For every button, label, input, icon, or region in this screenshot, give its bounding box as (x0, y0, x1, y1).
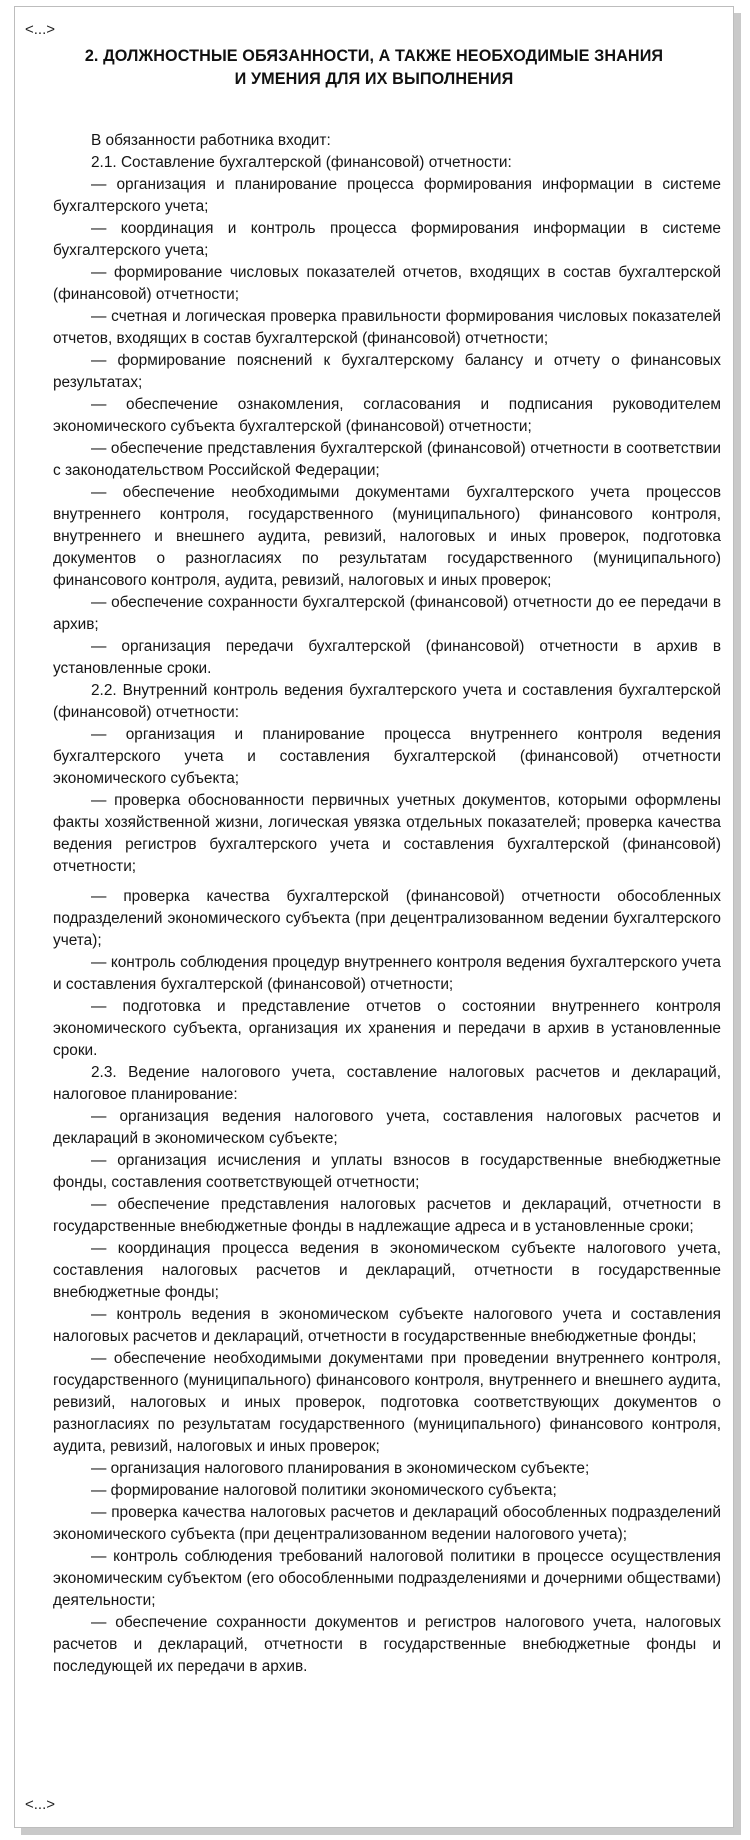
list-item: — формирование налоговой политики экономического субъекта; (91, 1482, 557, 1499)
list-item: — обеспечение сохранности бухгалтерской (финансовой) отчетности до ее передачи в архив; (53, 594, 721, 633)
list-item: — обеспечение сохранности документов и регистров налогового учета, налоговых расчетов и деклараций, отчетности в государственные внебюджетные фонды и последующей их передачи в архив. (53, 1614, 721, 1675)
list-item: — координация процесса ведения в экономическом субъекте налогового учета, составления налоговых расчетов и деклараций, отчетности в государственные внебюджетные фонды; (53, 1240, 721, 1301)
list-item: — организация и планирование процесса формирования информации в системе бухгалтерского учета; (53, 176, 721, 215)
list-item: — контроль соблюдения процедур внутреннего контроля ведения бухгалтерского учета и составления бухгалтерской (финансовой) отчетности; (53, 954, 721, 993)
list-item: — обеспечение представления налоговых расчетов и деклараций, отчетности в государственные внебюджетные фонды в надлежащие адреса и в установленные сроки; (53, 1196, 721, 1235)
document-body (53, 130, 721, 1678)
list-item: — организация ведения налогового учета, составления налоговых расчетов и деклараций в экономическом субъекте; (53, 1108, 721, 1147)
section-heading-line-1: 2. ДОЛЖНОСТНЫЕ ОБЯЗАННОСТИ, А ТАКЖЕ НЕОБХОДИМЫЕ ЗНАНИЯ (84, 47, 664, 65)
section-heading-line-2: И УМЕНИЯ ДЛЯ ИХ ВЫПОЛНЕНИЯ (234, 70, 514, 88)
list-item: — проверка качества бухгалтерской (финансовой) отчетности обособленных подразделений экономического субъекта (при децентрализованном ведении бухгалтерского учета); (53, 888, 721, 949)
list-item: — проверка качества налоговых расчетов и деклараций обособленных подразделений экономического субъекта (при децентрализованном ведении налогового учета); (53, 1504, 721, 1543)
list-item: — обеспечение необходимыми документами бухгалтерского учета процессов внутреннего контроля, государственного (муниципального) финансового контроля, внутреннего и внешнего аудита, ревизий, налоговых и иных проверок, подготовка документов о разногласиях по результатам государственного (муниципального) финансового контроля, аудита, ревизий, налоговых и иных проверок; (53, 484, 721, 589)
list-item: — проверка обоснованности первичных учетных документов, которыми оформлены факты хозяйственной жизни, логическая увязка отдельных показателей; проверка качества ведения регистров бухгалтерского учета и составления бухгалтерской (финансовой) отчетности; (53, 792, 721, 875)
list-item: — координация и контроль процесса формирования информации в системе бухгалтерского учета; (53, 220, 721, 259)
list-item: — организация исчисления и уплаты взносов в государственные внебюджетные фонды, составления соответствующей отчетности; (53, 1152, 721, 1191)
section-2-3-heading: 2.3. Ведение налогового учета, составление налоговых расчетов и деклараций, налоговое планирование: (53, 1064, 721, 1103)
list-item: — обеспечение необходимыми документами при проведении внутреннего контроля, государственного (муниципального) финансового контроля, внутреннего и внешнего аудита, ревизий, налоговых и иных проверок, подготовка соответствующих документов о разногласиях по результатам государственного (муниципального) финансового контроля, аудита, ревизий, налоговых и иных проверок; (53, 1350, 721, 1455)
list-item: — формирование пояснений к бухгалтерскому балансу и отчету о финансовых результатах; (53, 352, 721, 391)
list-item: — формирование числовых показателей отчетов, входящих в состав бухгалтерской (финансовой) отчетности; (53, 264, 721, 303)
list-item: — обеспечение ознакомления, согласования и подписания руководителем экономического субъекта бухгалтерской (финансовой) отчетности; (53, 396, 721, 435)
section-2-2-heading: 2.2. Внутренний контроль ведения бухгалтерского учета и составления бухгалтерской (финансовой) отчетности: (53, 682, 721, 721)
omission-marker-bottom: <...> (25, 1796, 56, 1813)
list-item: — счетная и логическая проверка правильности формирования числовых показателей отчетов, входящих в состав бухгалтерской (финансовой) отчетности; (53, 308, 721, 347)
list-item: — контроль ведения в экономическом субъекте налогового учета и составления налоговых расчетов и деклараций, отчетности в государственные внебюджетные фонды; (53, 1306, 721, 1345)
list-item: — обеспечение представления бухгалтерской (финансовой) отчетности в соответствии с законодательством Российской Федерации; (53, 440, 721, 479)
list-item: — организация передачи бухгалтерской (финансовой) отчетности в архив в установленные сроки. (53, 638, 721, 677)
list-item: — организация и планирование процесса внутреннего контроля ведения бухгалтерского учета и составления бухгалтерской (финансовой) отчетности экономического субъекта; (53, 726, 721, 787)
omission-marker-top: <...> (25, 21, 56, 38)
document-page (14, 6, 734, 1828)
list-item: — организация налогового планирования в экономическом субъекте; (91, 1460, 590, 1477)
section-heading (35, 45, 713, 91)
intro-paragraph: В обязанности работника входит: (91, 132, 331, 149)
list-item: — подготовка и представление отчетов о состоянии внутреннего контроля экономического субъекта, организация их хранения и передачи в архив в установленные сроки. (53, 998, 721, 1059)
section-2-1-heading: 2.1. Составление бухгалтерской (финансовой) отчетности: (91, 154, 512, 171)
list-item: — контроль соблюдения требований налоговой политики в процессе осуществления экономическим субъектом (его обособленными подразделениями и дочерними обществами) деятельности; (53, 1548, 721, 1609)
